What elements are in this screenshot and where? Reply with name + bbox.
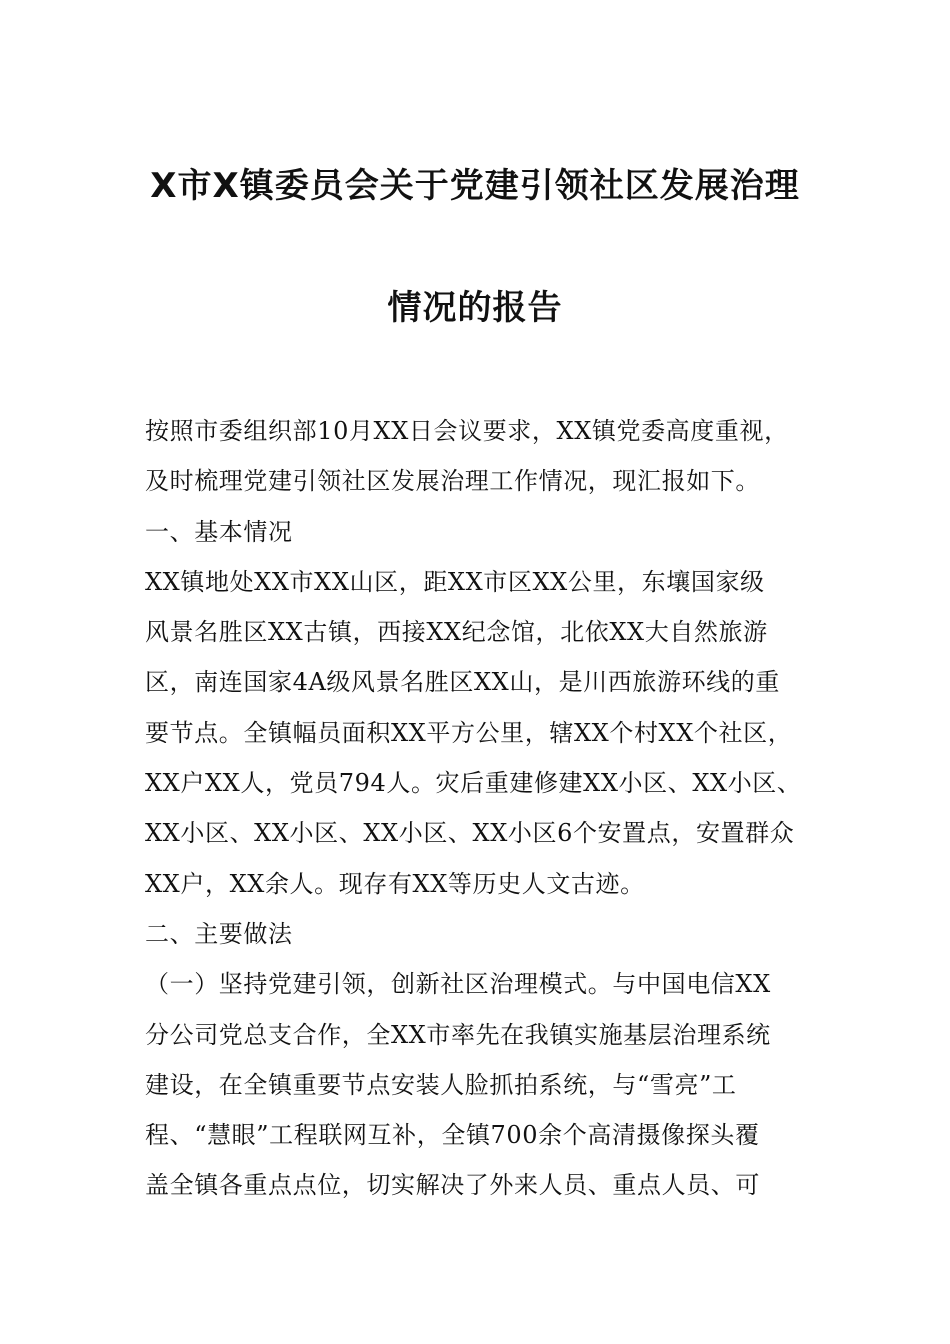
document-body [145, 406, 815, 1211]
body-line: 盖全镇各重点点位，切实解决了外来人员、重点人员、可 [145, 1171, 760, 1200]
body-line: XX户，XX余人。现存有XX等历史人文古迹。 [145, 869, 645, 898]
body-line: 分公司党总支合作，全XX市率先在我镇实施基层治理系统 [145, 1020, 771, 1049]
section-heading-basic-situation: 一、基本情况 [145, 517, 293, 546]
body-line: 区，南连国家4A级风景名胜区XX山，是川西旅游环线的重 [145, 668, 780, 697]
body-line: XX镇地处XX市XX山区，距XX市区XX公里，东壤国家级 [145, 567, 765, 596]
body-line: 及时梳理党建引领社区发展治理工作情况，现汇报如下。 [145, 467, 760, 496]
section-heading-main-practices: 二、主要做法 [145, 919, 293, 948]
body-line: 程、“慧眼”工程联网互补，全镇700余个高清摄像探头覆 [145, 1121, 760, 1150]
body-line: XX小区、XX小区、XX小区、XX小区6个安置点，安置群众 [145, 819, 795, 848]
body-line: XX户XX人，党员794人。灾后重建修建XX小区、XX小区、 [145, 769, 802, 798]
body-line: （一）坚持党建引领，创新社区治理模式。与中国电信XX [145, 970, 771, 999]
document-title-line-2: 情况的报告 [387, 288, 563, 328]
document-title-line-1: X市X镇委员会关于党建引领社区发展治理 [150, 166, 800, 206]
body-line: 要节点。全镇幅员面积XX平方公里，辖XX个村XX个社区， [145, 718, 793, 747]
body-line: 风景名胜区XX古镇，西接XX纪念馆，北依XX大自然旅游 [145, 618, 768, 647]
body-line: 建设，在全镇重要节点安装人脸抓拍系统，与“雪亮”工 [145, 1070, 737, 1099]
body-line: 按照市委组织部10月XX日会议要求，XX镇党委高度重视， [145, 417, 789, 445]
